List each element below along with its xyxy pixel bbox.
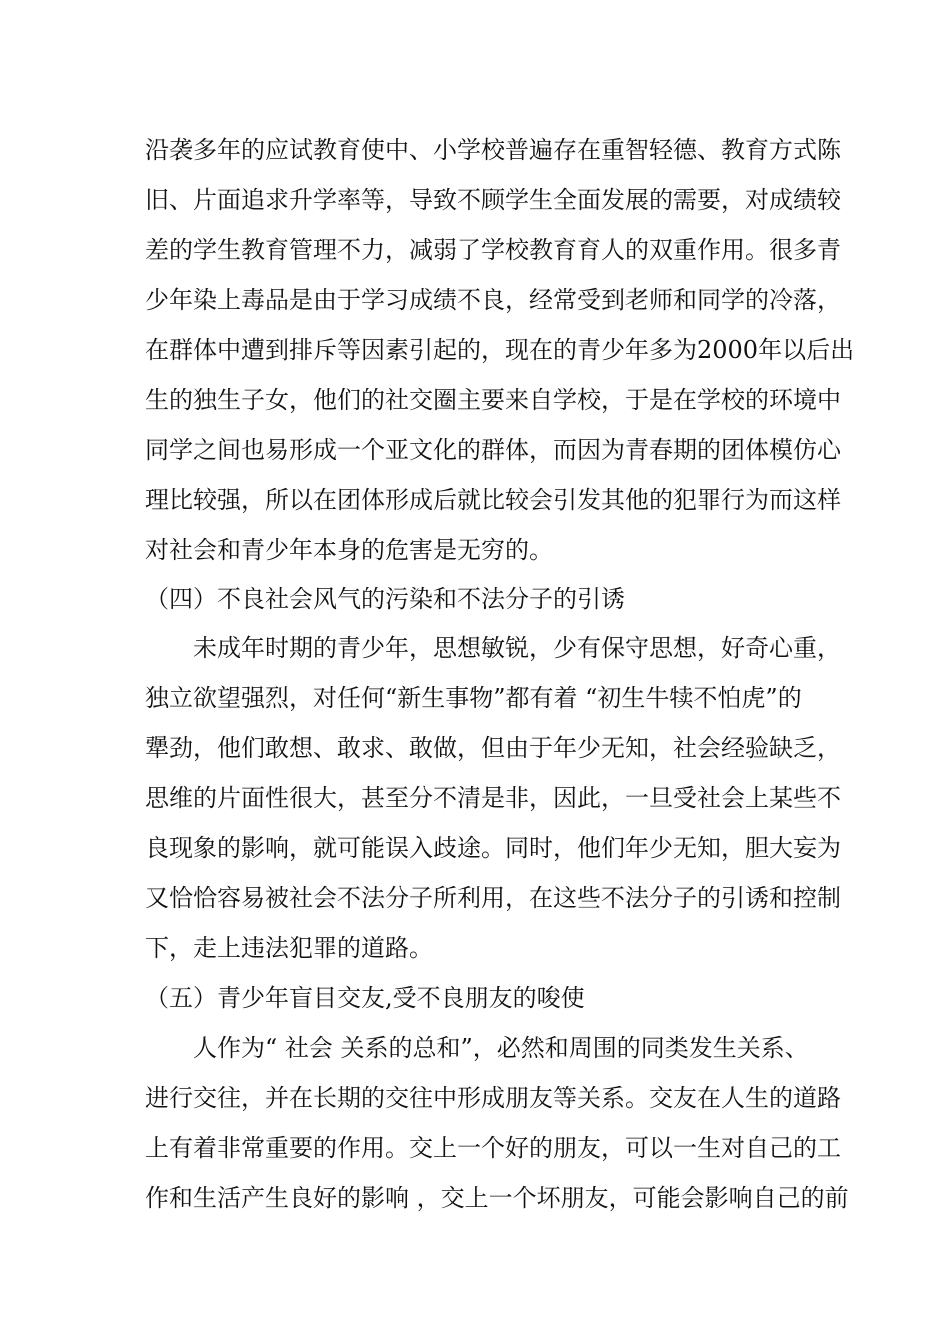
body-text-line: 同学之间也易形成一个亚文化的群体，而因为青春期的团体模仿心 xyxy=(145,436,841,464)
body-text-line: 思维的片面性很大，甚至分不清是非，因此，一旦受社会上某些不 xyxy=(145,784,841,812)
body-text-line: 生的独生子女，他们的社交圈主要来自学校，于是在学校的环境中 xyxy=(145,386,841,414)
body-text-line: 对社会和青少年本身的危害是无穷的。 xyxy=(145,536,553,564)
body-text-line: 未成年时期的青少年，思想敏锐，少有保守思想，好奇心重， xyxy=(193,634,841,662)
body-text-line: 旧、片面追求升学率等，导致不顾学生全面发展的需要，对成绩较 xyxy=(145,186,841,214)
body-text-line: 在群体中遭到排斥等因素引起的，现在的青少年多为2000年以后出 xyxy=(145,336,855,364)
section-heading: （四）不良社会风气的污染和不法分子的引诱 xyxy=(145,585,625,613)
body-text-line: 良现象的影响，就可能误入歧途。同时，他们年少无知，胆大妄为 xyxy=(145,834,841,862)
body-text-line: 又恰恰容易被社会不法分子所利用，在这些不法分子的引诱和控制 xyxy=(145,884,841,912)
body-text-line: 人作为“ 社会 关系的总和”，必然和周围的同类发生关系、 xyxy=(193,1034,809,1062)
body-text-line: 差的学生教育管理不力，减弱了学校教育育人的双重作用。很多青 xyxy=(145,236,841,264)
body-text-line: 理比较强，所以在团体形成后就比较会引发其他的犯罪行为而这样 xyxy=(145,486,841,514)
body-text-line: 下，走上违法犯罪的道路。 xyxy=(145,934,433,962)
body-text-line: 少年染上毒品是由于学习成绩不良，经常受到老师和同学的冷落， xyxy=(145,286,841,314)
body-text-line: 犟劲，他们敢想、敢求、敢做，但由于年少无知，社会经验缺乏， xyxy=(145,734,841,762)
body-text-line: 进行交往，并在长期的交往中形成朋友等关系。交友在人生的道路 xyxy=(145,1084,841,1112)
body-text-line: 上有着非常重要的作用。交上一个好的朋友，可以一生对自己的工 xyxy=(145,1134,841,1162)
section-heading: （五）青少年盲目交友,受不良朋友的唆使 xyxy=(145,984,585,1012)
body-text-line: 作和生活产生良好的影响 ，交上一个坏朋友，可能会影响自己的前 xyxy=(145,1184,849,1212)
body-text-line: 独立欲望强烈，对任何“新生事物”都有着 “初生牛犊不怕虎”的 xyxy=(145,684,802,712)
body-text-line: 沿袭多年的应试教育使中、小学校普遍存在重智轻德、教育方式陈 xyxy=(145,136,841,164)
